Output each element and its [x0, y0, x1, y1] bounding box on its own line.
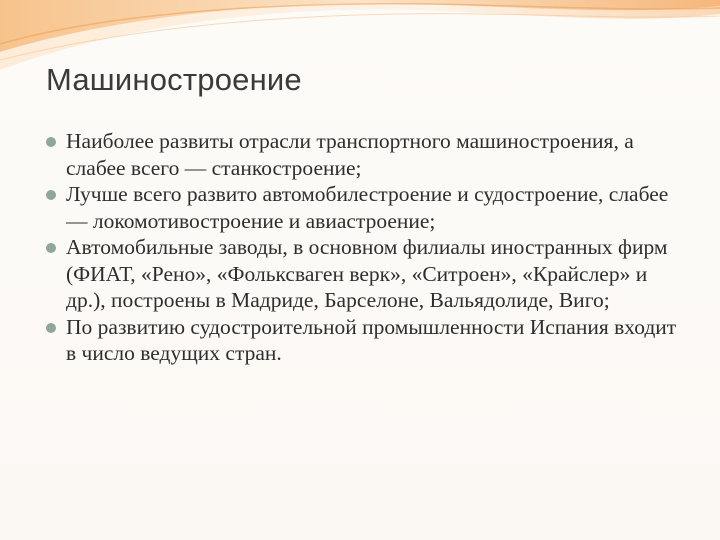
- bullet-dot-icon: [46, 190, 56, 200]
- bullet-dot-icon: [46, 323, 56, 333]
- bullet-text: Наиболее развиты отрасли транспортного машиностроения, а слабее всего — станкостроение;: [66, 129, 634, 180]
- bullet-dot-icon: [46, 137, 56, 147]
- slide-title: Машиностроение: [46, 62, 302, 97]
- bullet-item: [44, 234, 684, 314]
- bullet-text: Лучше всего развито автомобилестроение и судостроение, слабее — локомотивостроение и авиастроение;: [66, 182, 669, 233]
- bullet-item: [44, 314, 684, 367]
- bullet-dot-icon: [46, 243, 56, 253]
- bullet-item: [44, 181, 684, 234]
- bullet-text: По развитию судостроительной промышленности Испания входит в число ведущих стран.: [66, 314, 677, 365]
- bullet-text: Автомобильные заводы, в основном филиалы иностранных фирм (ФИАТ, «Рено», «Фольксваген верк», «Ситроен», «Крайслер» и др.), построены в Мадриде, Барселоне, Вальядолиде, Виго;: [66, 235, 668, 312]
- bullet-list: [44, 128, 684, 367]
- bullet-item: [44, 128, 684, 181]
